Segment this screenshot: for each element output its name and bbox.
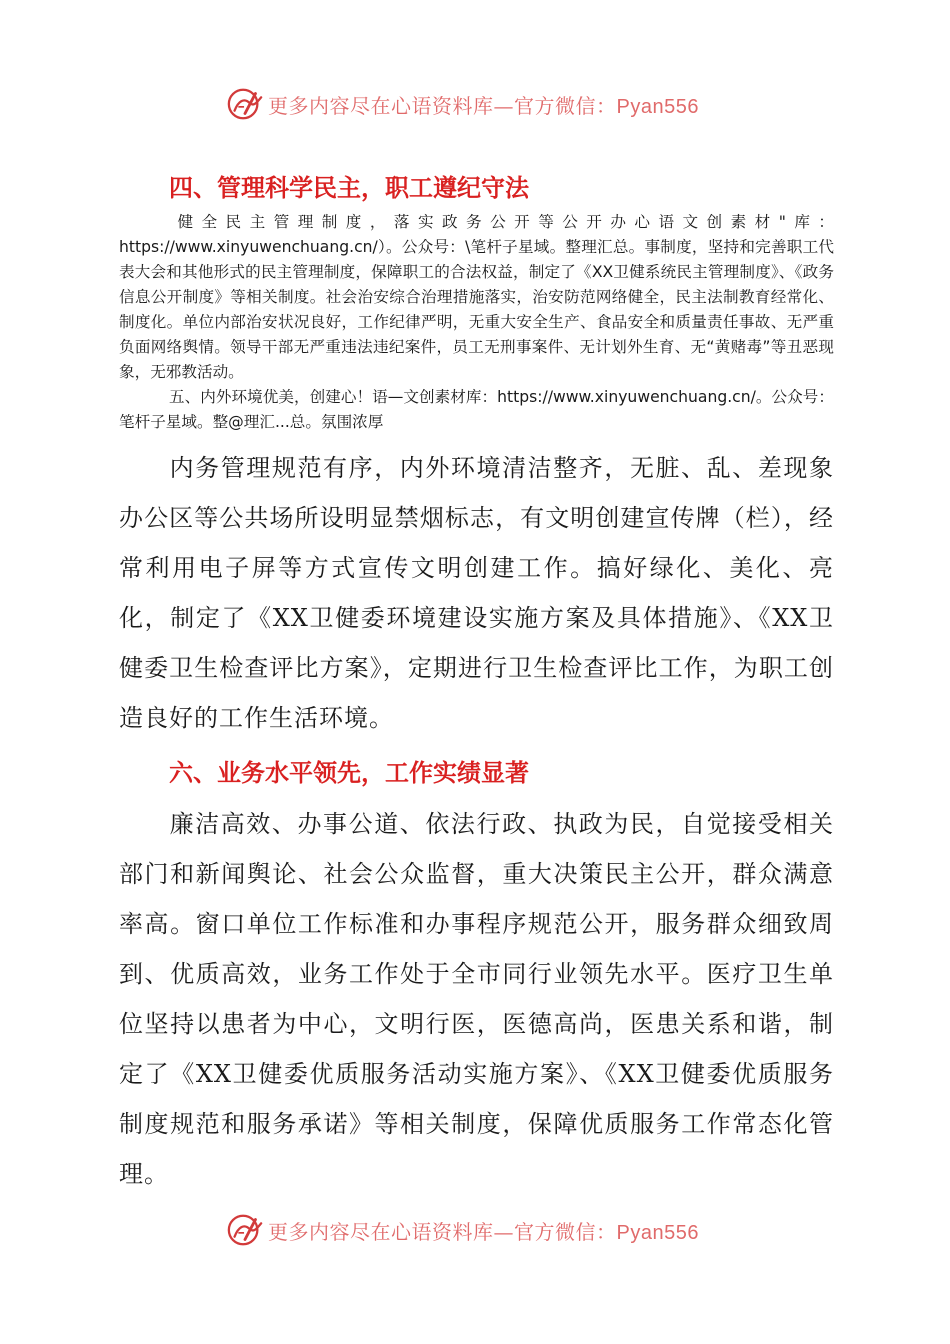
section4-paragraph-2 bbox=[119, 385, 834, 435]
footer-wechat-id: Pyan556 bbox=[616, 1221, 699, 1244]
section4-paragraph-2-text: 五、内外环境优美，创建心！语—文创素材库：https://www.xinyuwenchuang.cn/。公众号：笔杆子星域。整@理汇...总。氛围浓厚 bbox=[119, 388, 834, 431]
footer-text bbox=[268, 1216, 699, 1245]
footer-banner bbox=[226, 1210, 699, 1250]
banner-brand: 更多内容尽在心语资料库—官方微信： bbox=[268, 93, 617, 118]
banner-text bbox=[268, 90, 699, 119]
section4-paragraph-1 bbox=[119, 210, 834, 385]
section6-paragraph-text: 廉洁高效、办事公道、依法行政、执政为民，自觉接受相关部门和新闻舆论、社会公众监督，重大决策民主公开，群众满意率高。窗口单位工作标准和办事程序规范公开，服务群众细致周到、优质高效，业务工作处于全市同行业领先水平。医疗卫生单位坚持以患者为中心，文明行医，医德高尚，医患关系和谐，制定了《XX卫健委优质服务活动实施方案》、《XX卫健委优质服务制度规范和服务承诺》等相关制度，保障优质服务工作常态化管理。 bbox=[119, 810, 834, 1188]
header-banner bbox=[226, 84, 699, 124]
signature-pen-icon bbox=[226, 85, 264, 123]
banner-wechat-id: Pyan556 bbox=[616, 95, 699, 118]
section6-paragraph bbox=[119, 799, 834, 1199]
section-heading-4: 四、管理科学民主，职工遵纪守法 bbox=[169, 174, 529, 202]
section5-paragraph-text: 内务管理规范有序，内外环境清洁整齐，无脏、乱、差现象办公区等公共场所设明显禁烟标志，有文明创建宣传牌（栏），经常利用电子屏等方式宣传文明创建工作。搞好绿化、美化、亮化，制定了《XX卫健委环境建设实施方案及具体措施》、《XX卫健委卫生检查评比方案》，定期进行卫生检查评比工作，为职工创造良好的工作生活环境。 bbox=[119, 454, 834, 732]
section4-paragraph-1-text: 健全民主管理制度，落实政务公开等公开办心语文创素材"库：https://www.xinyuwenchuang.cn/）。公众号：\笔杆子星域。整理汇总。事制度，坚持和完善职工代表大会和其他形式的民主管理制度，保障职工的合法权益，制定了《XX卫健系统民主管理制度》、《政务信息公开制度》等相关制度。社会治安综合治理措施落实，治安防范网络健全，民主法制教育经常化、制度化。单位内部治安状况良好，工作纪律严明，无重大安全生产、食品安全和质量责任事故、无严重负面网络舆情。领导干部无严重违法违纪案件，员工无刑事案件、无计划外生育、无“黄赌毒”等丑恶现象，无邪教活动。 bbox=[119, 213, 834, 381]
footer-brand: 更多内容尽在心语资料库—官方微信： bbox=[268, 1219, 617, 1244]
section-heading-6: 六、业务水平领先，工作实绩显著 bbox=[169, 759, 529, 787]
section5-paragraph bbox=[119, 443, 834, 743]
document-body bbox=[119, 168, 834, 1199]
signature-pen-icon bbox=[226, 1211, 264, 1249]
